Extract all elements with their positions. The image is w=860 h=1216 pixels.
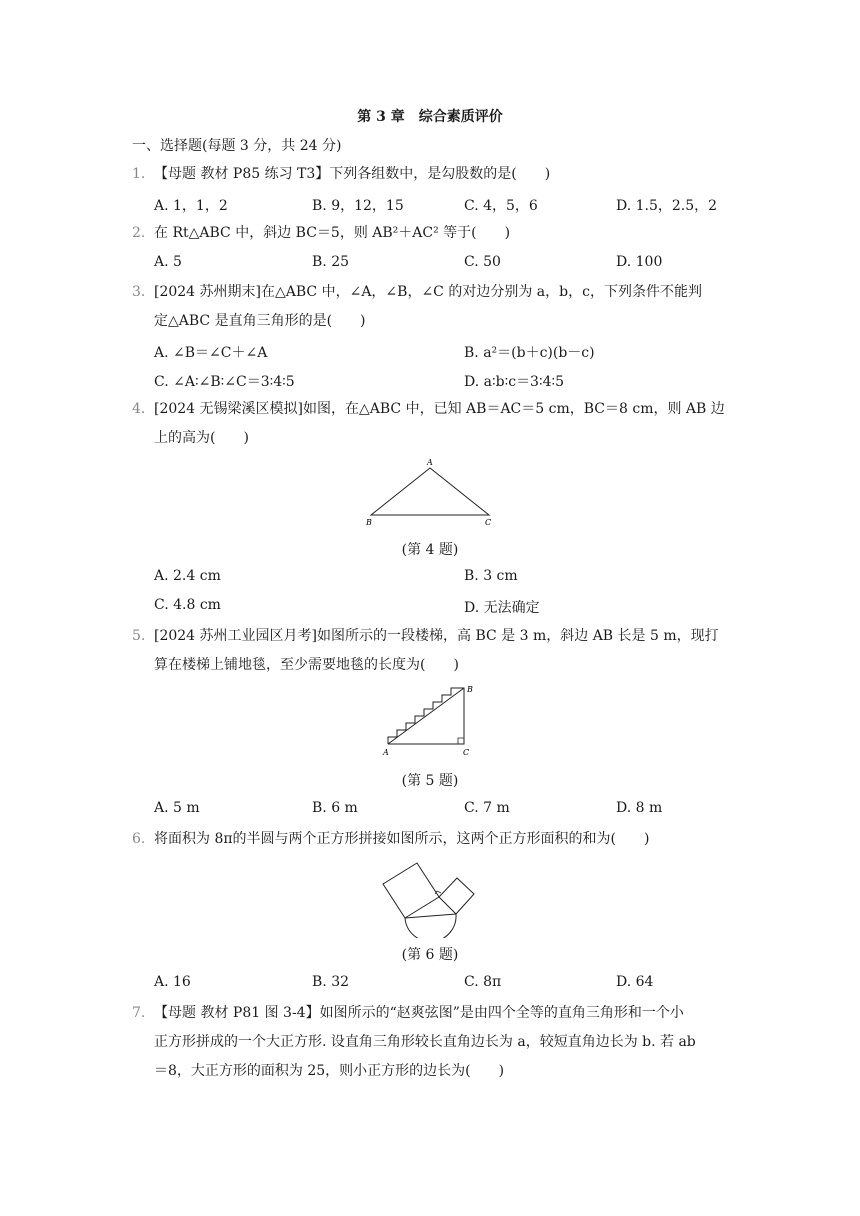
option-b: B. 9，12，15 [312,198,404,214]
question-text-continued: 定△ABC 是直角三角形的是( ) [154,313,366,329]
label-b: B [366,518,372,527]
option-a: A. 16 [154,974,191,990]
question-number: 4. [132,401,146,417]
question-text: [2024 苏州工业园区月考]如图所示的一段楼梯，高 BC 是 3 m，斜边 AB 长是 5 m，现打 [154,628,719,644]
question-text: 在 Rt△ABC 中，斜边 BC＝5，则 AB²＋AC² 等于( ) [154,225,511,241]
section-heading: 一、选择题(每题 3 分，共 24 分) [132,138,342,154]
option-a: A. 5 [154,254,182,270]
label-c: C [463,748,470,757]
question-number: 5. [132,628,146,644]
question-6 [132,825,732,854]
label-b: B [467,685,473,694]
option-a: A. 5 m [154,800,200,816]
option-c: C. 4.8 cm [154,597,221,613]
question-text: [2024 无锡梁溪区模拟]如图，在△ABC 中，已知 AB＝AC＝5 cm，BC＝8 cm，则 AB 边 [154,401,725,417]
option-a: A. 1，1，2 [154,198,228,214]
option-c: C. 7 m [464,800,510,816]
option-b: B. 3 cm [464,568,518,584]
question-number: 6. [132,831,146,847]
question-number: 7. [132,1005,146,1021]
label-a: A [427,458,433,467]
question-2 [132,219,732,248]
triangle-abc [371,468,489,515]
question-number: 2. [132,225,146,241]
option-c: C. ∠A∶∠B∶∠C＝3∶4∶5 [154,374,295,390]
question-text-continued-2: ＝8，大正方形的面积为 25，则小正方形的边长为( ) [154,1063,505,1079]
question-1 [132,160,732,189]
question-text-continued: 正方形拼成的一个大正方形. 设直角三角形较长直角边长为 a，较短直角边长为 b. 若 ab [154,1034,696,1050]
option-c: C. 50 [464,254,501,270]
staircase-figure [380,680,480,760]
option-d: D. 8 m [616,800,663,816]
option-d: D. 1.5，2.5，2 [616,198,718,214]
question-text: [2024 苏州期末]在△ABC 中，∠A，∠B，∠C 的对边分别为 a，b，c，下列条件不能判 [154,284,702,300]
small-square [439,878,474,914]
question-5 [132,622,732,651]
figure-caption: (第 6 题) [401,947,459,963]
figure-caption: (第 5 题) [401,773,459,789]
option-d: D. a∶b∶c＝3∶4∶5 [464,374,565,390]
question-7 [132,999,732,1028]
question-4 [132,395,732,424]
label-a: A [383,748,389,757]
question-number: 3. [132,284,146,300]
figure-caption: (第 4 题) [401,542,459,558]
page-title: 第 3 章 综合素质评价 [357,109,503,125]
option-b: B. 6 m [312,800,358,816]
large-square [383,863,439,918]
option-b: B. a²＝(b＋c)(b－c) [464,345,595,361]
option-c: C. 4，5，6 [464,198,538,214]
option-c: C. 8π [464,974,502,990]
option-a: A. 2.4 cm [154,568,221,584]
question-number: 1. [132,166,146,182]
question-text: 【母题 教材 P81 图 3-4】如图所示的“赵爽弦图”是由四个全等的直角三角形和一个小 [154,1005,684,1021]
option-b: B. 32 [312,974,350,990]
triangle-figure [360,455,500,530]
option-a: A. ∠B＝∠C＋∠A [154,345,268,361]
hypotenuse-ab [388,688,464,744]
semicircle-squares-figure [375,858,485,938]
question-3 [132,278,732,307]
right-angle-mark [458,738,464,744]
question-text: 将面积为 8π的半圆与两个正方形拼接如图所示，这两个正方形面积的和为( ) [154,831,650,847]
option-b: B. 25 [312,254,350,270]
option-d: D. 无法确定 [464,600,540,616]
question-text: 【母题 教材 P85 练习 T3】下列各组数中，是勾股数的是( ) [154,166,551,182]
question-text-continued: 算在楼梯上铺地毯，至少需要地毯的长度为( ) [154,657,459,673]
option-d: D. 100 [616,254,663,270]
option-d: D. 64 [616,974,654,990]
semicircle-diameter [405,914,456,918]
label-c: C [485,518,492,527]
question-text-continued: 上的高为( ) [154,430,249,446]
